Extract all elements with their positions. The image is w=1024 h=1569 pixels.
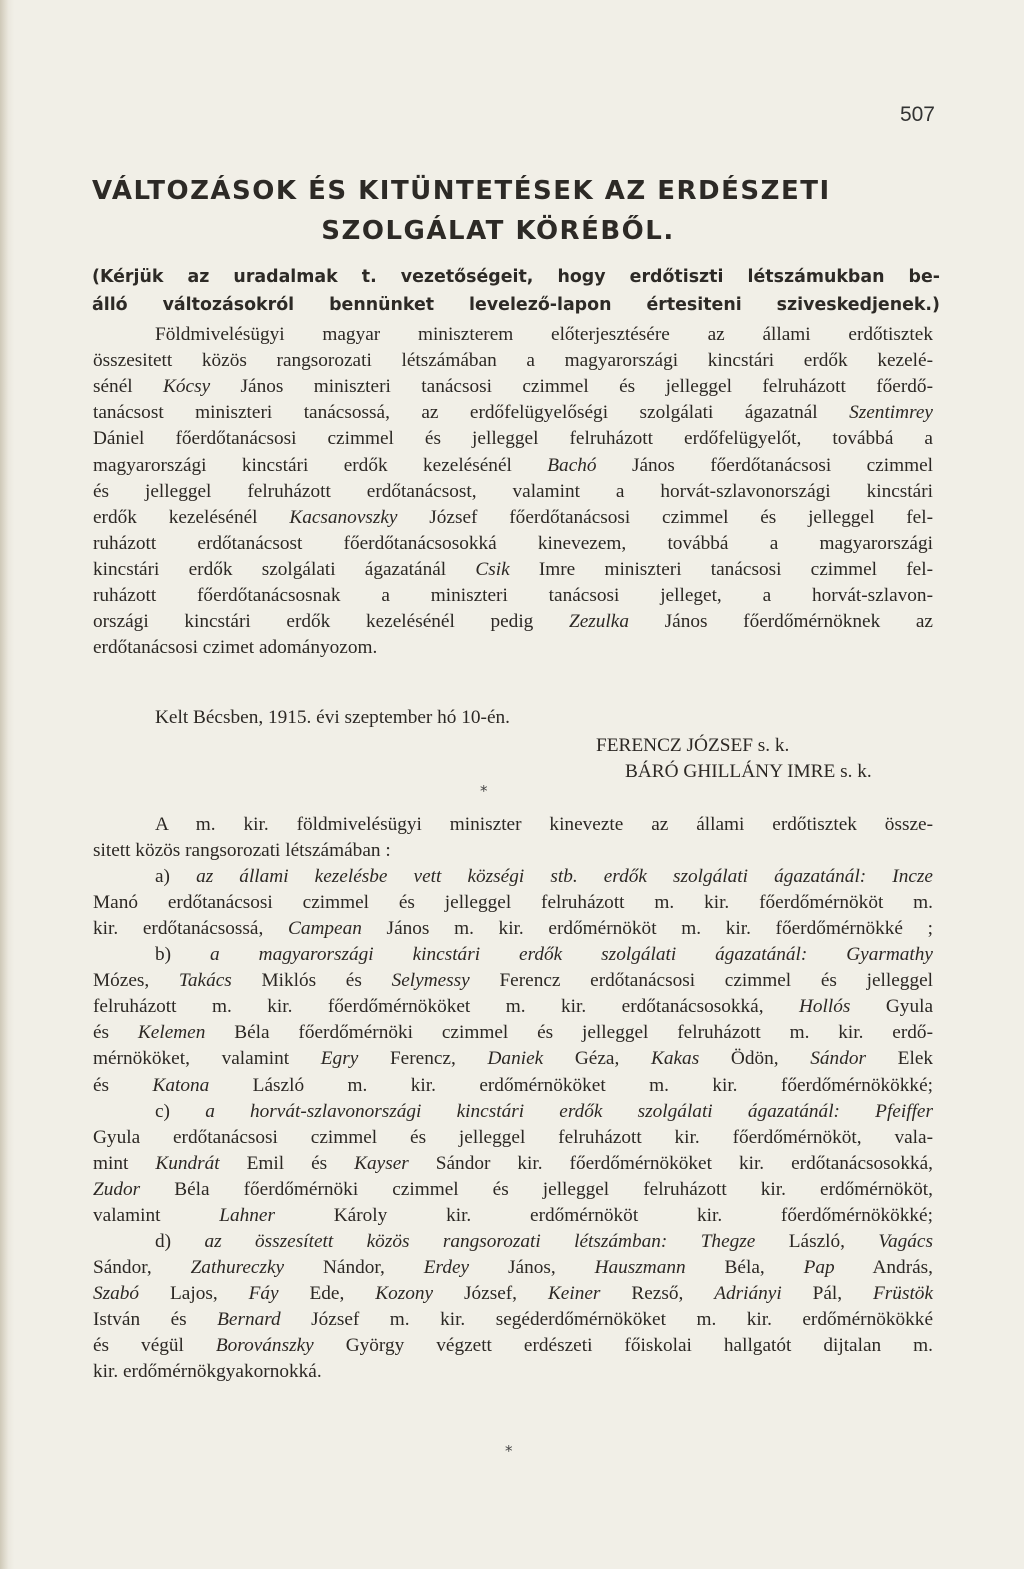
announcement-line: b) a magyarországi kincstári erdők szolgálati ágazatánál: Gyarmathy [155, 944, 933, 966]
decree-line: országi kincstári erdők kezelésénél pedig Zezulka János főerdőmérnöknek az [93, 611, 933, 633]
announcement-line: kir. erdőmérnökgyakornokká. [93, 1361, 322, 1383]
decree-line: magyarországi kincstári erdők kezelésénél Bachó János főerdőtanácsosi czimmel [93, 454, 934, 476]
decree-line: és jelleggel felruházott erdőtanácsost, valamint a horvát-szlavonországi kincstári [93, 480, 933, 502]
announcement-line: d) az összesített közös rangsorozati létszámban: Thegze László, Vagács [155, 1230, 933, 1252]
announcement-line: A m. kir. földmivelésügyi miniszter kinevezte az állami erdőtisztek össze- [155, 814, 933, 835]
decree-line: tanácsost miniszteri tanácsossá, az erdőfelügyelőségi szolgálati ágazatnál Szentimrey [93, 402, 933, 424]
decree-line: Dániel főerdőtanácsosi czimmel és jelleggel felruházott erdőfelügyelőt, továbbá a [93, 428, 933, 450]
announcement-line: felruházott m. kir. főerdőmérnököket m. kir. erdőtanácsosokká, Hollós Gyula [93, 996, 933, 1018]
signature-minister: BÁRÓ GHILLÁNY IMRE s. k. [625, 761, 872, 782]
announcement-line: és végül Borovánszky György végzett erdészeti főiskolai hallgatót dijtalan m. [93, 1335, 933, 1356]
decree-line: erdőtanácsosi czimet adományozom. [93, 637, 378, 659]
section-title-line-2: SZOLGÁLAT KÖRÉBŐL. [321, 216, 675, 246]
announcement-line: kir. erdőtanácsossá, Campean János m. kir. erdőmérnököt m. kir. főerdőmérnökké ; [93, 918, 934, 940]
announcement-line: mint Kundrát Emil és Kayser Sándor kir. főerdőmérnököket kir. erdőtanácsosokká, [93, 1152, 933, 1174]
notice-line-1: (Kérjük az uradalmak t. vezetőségeit, hogy erdőtiszti létszámukban be- [92, 267, 940, 287]
decree-line: erdők kezelésénél Kacsanovszky József főerdőtanácsosi czimmel és jelleggel fel- [93, 506, 933, 528]
signature-king: FERENCZ JÓZSEF s. k. [596, 735, 790, 756]
announcement-line: Manó erdőtanácsosi czimmel és jelleggel felruházott m. kir. főerdőmérnököt m. [93, 892, 933, 914]
dateline: Kelt Bécsben, 1915. évi szeptember hó 10-én. [155, 707, 510, 728]
announcement-line: Zudor Béla főerdőmérnöki czimmel és jelleggel felruházott kir. erdőmérnököt, [93, 1178, 933, 1200]
announcement-line: Mózes, Takács Miklós és Selymessy Ferencz erdőtanácsosi czimmel és jelleggel [93, 970, 933, 992]
decree-line: ruházott főerdőtanácsosnak a miniszteri tanácsosi jelleget, a horvát-szlavon- [93, 585, 933, 606]
announcement-line: és Katona László m. kir. erdőmérnököket m. kir. főerdőmérnökökké; [93, 1074, 933, 1096]
announcement-line: István és Bernard József m. kir. segéderdőmérnököket m. kir. erdőmérnökökké [93, 1308, 934, 1330]
announcement-line: valamint Lahner Károly kir. erdőmérnököt kir. főerdőmérnökökké; [93, 1204, 933, 1226]
decree-line: összesitett közös rangsorozati létszámában a magyarországi kincstári erdők kezelé- [93, 350, 933, 372]
announcement-line: c) a horvát-szlavonországi kincstári erdők szolgálati ágazatánál: Pfeiffer [155, 1100, 933, 1122]
end-mark: * [505, 1442, 513, 1460]
page-binding-shadow [0, 0, 14, 1569]
announcement-line: Sándor, Zathureczky Nándor, Erdey János, Hauszmann Béla, Pap András, [93, 1256, 933, 1278]
announcement-line: Gyula erdőtanácsosi czimmel és jelleggel felruházott kir. főerdőmérnököt, vala- [93, 1126, 933, 1148]
announcement-line: sitett közös rangsorozati létszámában : [93, 840, 391, 862]
announcement-line: Szabó Lajos, Fáy Ede, Kozony József, Keiner Rezső, Adriányi Pál, Früstök [93, 1282, 933, 1304]
decree-line: sénél Kócsy János miniszteri tanácsosi czimmel és jelleggel felruházott főerdő- [93, 376, 933, 398]
announcement-line: a) az állami kezelésbe vett községi stb. erdők szolgálati ágazatánál: Incze [155, 866, 933, 888]
announcement-line: és Kelemen Béla főerdőmérnöki czimmel és jelleggel felruházott m. kir. erdő- [93, 1022, 933, 1044]
section-separator: * [480, 782, 488, 800]
section-title-line-1: VÁLTOZÁSOK ÉS KITÜNTETÉSEK AZ ERDÉSZETI [92, 176, 831, 206]
notice-line-2: álló változásokról bennünket levelező-lapon értesiteni sziveskedjenek.) [92, 295, 940, 315]
announcement-line: mérnököket, valamint Egry Ferencz, Daniek Géza, Kakas Ödön, Sándor Elek [93, 1048, 934, 1070]
decree-line: Földmivelésügyi magyar miniszterem előterjesztésére az állami erdőtisztek [155, 324, 933, 345]
decree-line: kincstári erdők szolgálati ágazatánál Csik Imre miniszteri tanácsosi czimmel fel- [93, 558, 933, 580]
page-number: 507 [899, 103, 935, 126]
decree-line: ruházott erdőtanácsost főerdőtanácsosokká kinevezem, továbbá a magyarországi [93, 532, 933, 554]
